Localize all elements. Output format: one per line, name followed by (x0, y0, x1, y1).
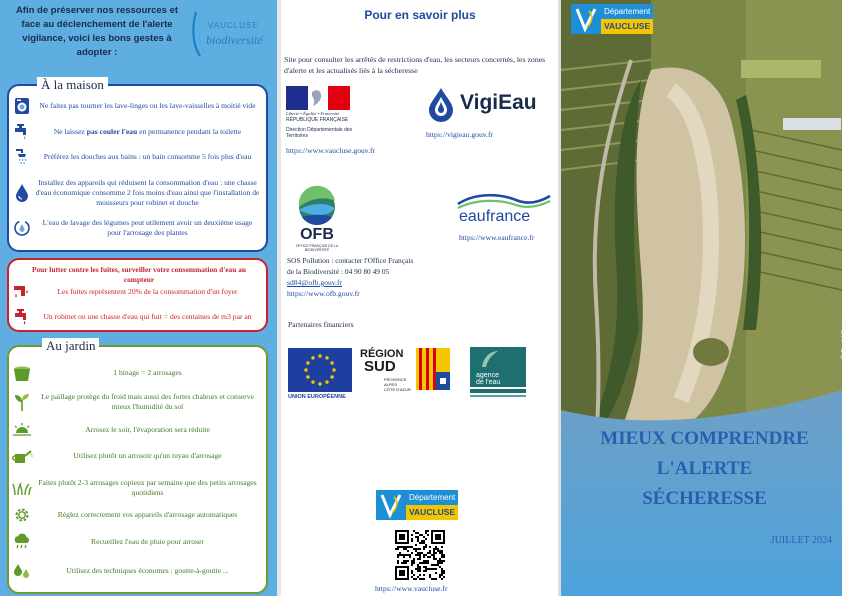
ofb-link[interactable]: https://www.ofb.gouv.fr (287, 289, 360, 298)
cover-title: MIEUX COMPRENDRE L'ALERTE SÉCHERESSE (600, 428, 809, 509)
eu-star (304, 368, 307, 371)
dripping-tap-icon (9, 308, 35, 326)
footer-link[interactable]: https://www.vaucluse.fr (375, 584, 448, 593)
fold-left (277, 0, 281, 596)
drops-icon (9, 561, 35, 581)
intro-text: Afin de préserver nos ressources et face au déclenchement de l'alerte vigilance, voici les bons gestes à adopter : (15, 5, 179, 58)
leaking-pipe-icon (9, 284, 35, 300)
vigieau-logo: VigiEau (424, 86, 544, 124)
eu-star (318, 354, 321, 357)
cover-department-logo: Département VAUCLUSE (571, 4, 653, 34)
department-logo: Département VAUCLUSE (376, 490, 458, 520)
eu-star (325, 380, 328, 383)
eu-star (306, 375, 309, 378)
list-item: Un robinet ou une chasse d'eau qui fuit = des centaines de m3 par an (9, 306, 266, 328)
washing-machine-icon (9, 97, 35, 115)
eu-star (330, 375, 333, 378)
list-item: Utilisez plutôt un arrosoir qu'un tuyau d'arrosage (9, 445, 266, 467)
list-item: 1 binage = 2 arrosages (9, 361, 266, 385)
eu-star (330, 361, 333, 364)
faucet-icon (9, 123, 35, 141)
home-title: À la maison (37, 77, 108, 93)
biodiversity-logo (190, 8, 266, 62)
garden-title: Au jardin (42, 338, 99, 354)
cover-date: JUILLET 2024 (770, 535, 832, 546)
list-item: Utilisez des techniques économes : goutte-à-goutte ... (9, 559, 266, 583)
list-item: Recueillez l'eau de pluie pour arroser (9, 531, 266, 553)
eu-star (332, 368, 335, 371)
region-sud-logo: RÉGION SUD PROVENCE ALPES CÔTE D'AZUR (360, 348, 456, 398)
list-item: Les fuites représentent 20% de la consommation d'un foyer (9, 284, 266, 300)
garden-tips-box (7, 338, 268, 594)
ofb-email-link[interactable]: sd84@ofb.gouv.fr (287, 278, 343, 287)
prefecture-logo: Liberté • Égalité • Fraternité RÉPUBLIQUE FRANÇAISE Direction Départementale des Territoires (286, 86, 358, 142)
photo-credit: © David Bauw (840, 318, 847, 360)
sprout-icon (9, 392, 35, 412)
rain-cloud-icon (9, 533, 35, 551)
list-item: Réglez correctement vos appareils d'arrosage automatiques (9, 505, 266, 525)
partners-label: Partenaires financiers (288, 320, 354, 329)
vigieau-link[interactable]: https://vigieau.gouv.fr (426, 130, 493, 139)
settings-gear-icon (9, 506, 35, 524)
list-item: Ne faites pas tourner les lave-linges ou les lave-vaisselles à moitié vide (9, 94, 266, 118)
recycle-water-icon (9, 219, 35, 237)
list-item: Ne laissez pas couler l'eau en permanence pendant la toilette (9, 122, 266, 142)
eu-star (311, 380, 314, 383)
shower-icon (9, 148, 35, 166)
eu-star (318, 382, 321, 385)
eu-star (325, 356, 328, 359)
list-item: Faites plutôt 2-3 arrosages copieux par semaine que des petits arrosages quotidiens (9, 475, 266, 501)
list-item: Préférez les douches aux bains : un bain consomme 5 fois plus d'eau (9, 146, 266, 168)
info-intro: Site pour consulter les arrêtés de restrictions d'eau, les secteurs concernés, les zones d'alerte et les actualisés liés à la sécheresse (284, 55, 546, 75)
sunset-icon (9, 422, 35, 438)
cover-panel (561, 0, 847, 596)
water-agency-logo: agence de l'eau (470, 347, 526, 399)
section-title: Pour en savoir plus (364, 8, 476, 22)
middle-panel (280, 0, 560, 596)
svg-text:biodiversité: biodiversité (206, 33, 263, 47)
eaufrance-logo: eaufrance (456, 192, 552, 232)
list-item: Le paillage protège du froid mais aussi des fortes chaleurs et conserve mieux l'humidité du sol (9, 389, 266, 415)
water-drop-icon (9, 183, 35, 203)
eaufrance-link[interactable]: https://www.eaufrance.fr (459, 233, 535, 242)
cover-v-icon (571, 4, 601, 34)
left-panel (0, 0, 279, 596)
list-item: Arrosez le soir, l'évaporation sera réduite (9, 419, 266, 441)
svg-text:VAUCLUSE: VAUCLUSE (208, 21, 259, 30)
list-item: Installez des appareils qui réduisent la consommation d'eau : une chasse d'eau économique consomme 2 fois moins d'eau ainsi que l'installation de mousseurs pour robinet et douche (9, 176, 266, 210)
eu-logo: UNION EUROPÉENNE (288, 348, 354, 404)
department-v-icon (376, 490, 406, 520)
ofb-contact-line2: de la Biodiversité : 04 90 80 49 05 (287, 267, 390, 276)
home-tips-box (7, 77, 268, 252)
fold-right (558, 0, 561, 596)
bucket-icon (9, 363, 35, 383)
grass-icon (9, 480, 35, 496)
watering-can-icon (9, 447, 35, 465)
prefecture-link[interactable]: https://www.vaucluse.gouv.fr (286, 146, 376, 155)
qr-code[interactable] (395, 530, 445, 580)
eu-star (311, 356, 314, 359)
eu-star (306, 361, 309, 364)
ofb-contact-line1: SOS Pollution : contacter l'Office Français (287, 256, 414, 265)
list-item: L'eau de lavage des légumes peut utilement avoir un deuxième usage pour l'arrosage des plantes (9, 216, 266, 240)
ofb-logo: OFB OFFICE FRANÇAIS DE LA BIODIVERSITÉ (288, 188, 342, 254)
leak-heading: Pour lutter contre les fuites, surveiller votre consommation d'eau au compteur (31, 265, 247, 284)
leak-tips-box (7, 258, 268, 332)
